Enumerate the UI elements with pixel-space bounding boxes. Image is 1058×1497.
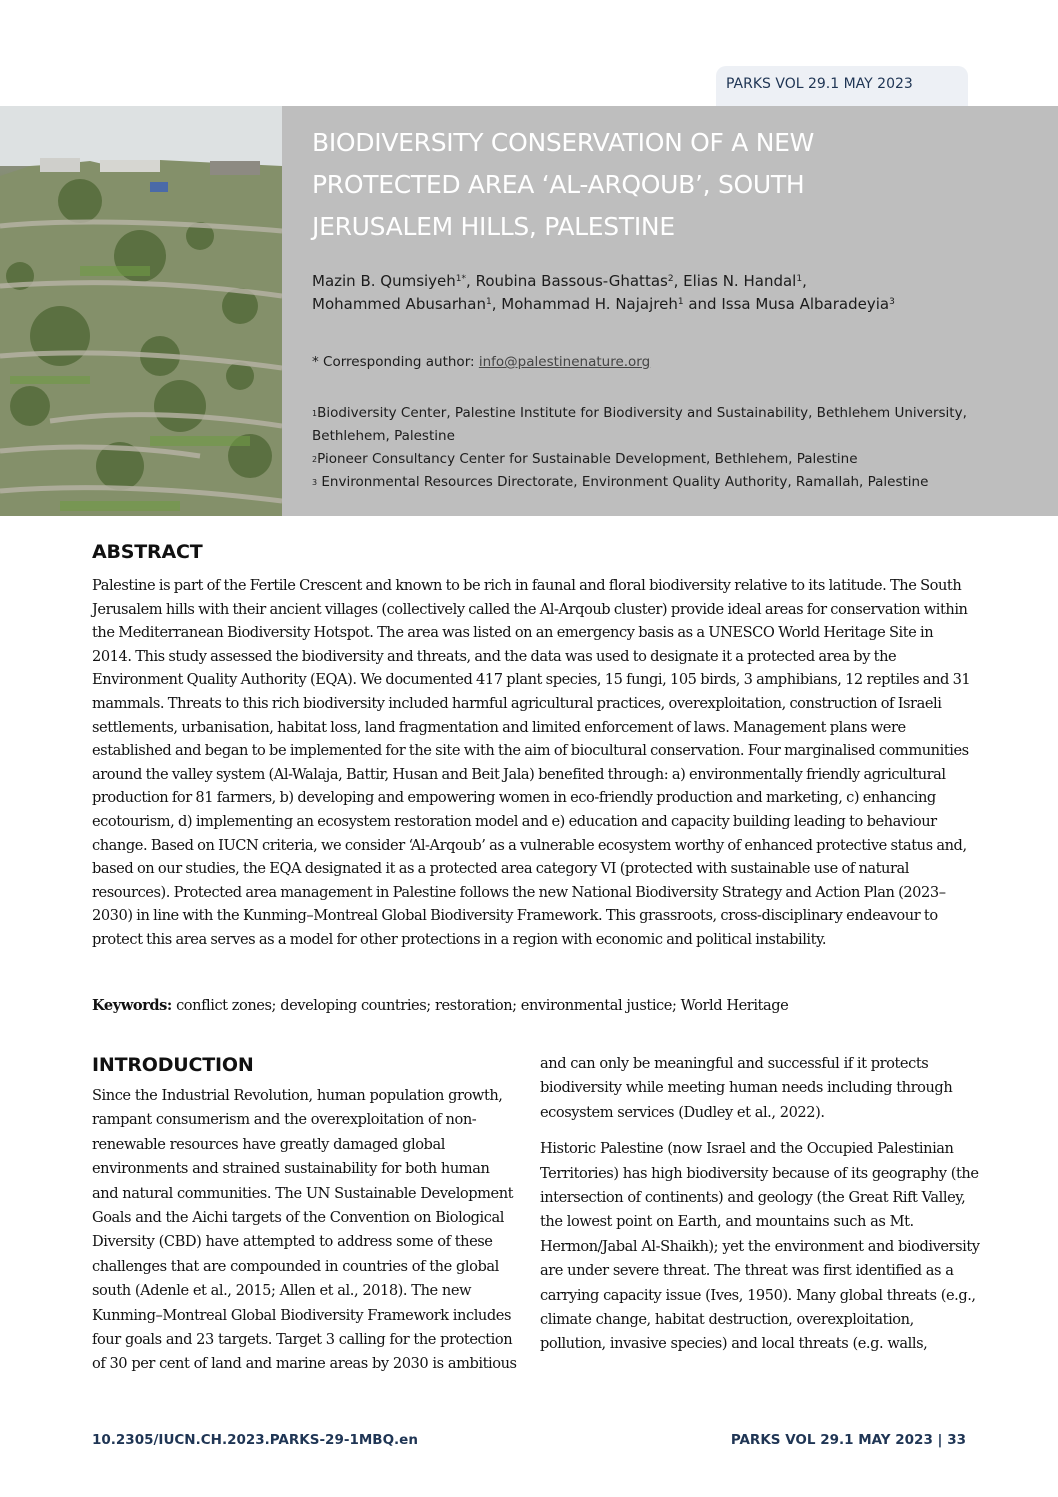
intro-column-left [92,1084,517,1389]
paragraph: Historic Palestine (now Israel and the Occupied Palestinian Territories) has high biodiversity because of its geography (the intersection of continents) and geology (the Great Rift Valley, the lowest point on Earth, and mountains such as Mt. Hermon/Jabal Al-Shaikh); yet the environment and biodiversity are under severe threat. The threat was first identified as a carrying capacity issue (Ives, 1950). Many global threats (e.g., climate change, habitat destruction, overexploitation, pollution, invasive species) and local threats (e.g. walls, [540,1140,980,1353]
author: Mohammad H. Najajreh$^1$ and [501,295,722,313]
doi-link[interactable]: 10.2305/IUCN.CH.2023.PARKS-29-1MBQ.en [92,1432,418,1448]
journal-issue-label: PARKS VOL 29.1 MAY 2023 [726,76,913,92]
affiliation-item: $^2$Pioneer Consultancy Center for Sustainable Development, Bethlehem, Palestine [312,451,858,467]
landscape-image [0,106,282,516]
article-title: BIODIVERSITY CONSERVATION OF A NEW PROTECTED AREA ‘AL-ARQOUB’, SOUTH JERUSALEM HILLS, PALESTINE [312,128,815,241]
journal-issue-tab [716,66,968,106]
page-footer [731,1432,966,1448]
corresponding-email-link[interactable]: info@palestinenature.org [478,354,651,370]
introduction-heading: INTRODUCTION [92,1054,254,1076]
footer-journal-issue: PARKS VOL 29.1 MAY 2023 [730,1432,933,1448]
abstract-body: Palestine is part of the Fertile Crescent and known to be rich in faunal and floral biodiversity relative to its latitude. The South Jerusalem hills with their ancient villages (collectively called the Al-Arqoub cluster) provide ideal areas for conservation within the Mediterranean Biodiversity Hotspot. The area was listed on an emergency basis as a UNESCO World Heritage Site in 2014. This study assessed the biodiversity and threats, and the data was used to designate it a protected area by the Environment Quality Authority (EQA). We documented 417 plant species, 15 fungi, 105 birds, 3 amphibians, 12 reptiles and 31 mammals. Threats to this rich biodiversity included harmful agricultural practices, overexploitation, construction of Israeli settlements, urbanisation, habitat loss, land fragmentation and limited enforcement of laws. Management plans were established and began to be implemented for the site with the aim of biocultural conservation. Four marginalised communities around the valley system (Al-Walaja, Battir, Husan and Beit Jala) benefited through: a) environmentally friendly agricultural production for 81 farmers, b) developing and empowering women in eco-friendly production and marketing, c) enhancing ecotourism, d) implementing an ecosystem restoration model and e) education and capacity building leading to behaviour change. Based on IUCN criteria, we consider ‘Al-Arqoub’ as a vulnerable ecosystem worthy of enhanced protective status and, based on our studies, the EQA designated it as a protected area category VI (protected with sustainable use of natural resources). Protected area management in Palestine follows the new National Biodiversity Strategy and Action Plan (2023–2030) in line with the Kunming–Montreal Global Biodiversity Framework. This grassroots, cross-disciplinary endeavour to protect this area serves as a model for other protections in a region with economic and political instability. [92,577,971,948]
keywords-label: Keywords: [92,997,172,1014]
corresponding-author [312,354,650,370]
corresponding-label: * Corresponding author: [312,354,479,370]
paragraph: and can only be meaningful and successful if it protects biodiversity while meeting human needs including through ecosystem services (Dudley et al., 2022). [540,1055,953,1121]
author: Roubina Bassous-Ghattas$^2$, [475,272,684,290]
abstract-heading: ABSTRACT [92,541,203,563]
keywords-list: conflict zones; developing countries; restoration; environmental justice; World Heritage [171,997,789,1014]
author: Elias N. Handal$^1$, [683,272,807,290]
page-number: 33 [947,1432,966,1448]
keywords [92,997,974,1014]
affiliations [312,402,992,494]
author: Issa Musa Albaradeyia$^3$ [721,295,895,313]
paragraph: Since the Industrial Revolution, human population growth, rampant consumerism and the overexploitation of non-renewable resources have greatly damaged global environments and strained sustainability for both human and natural communities. The UN Sustainable Development Goals and the Aichi targets of the Convention on Biological Diversity (CBD) have attempted to address some of these challenges that are compounded in countries of the global south (Adenle et al., 2015; Allen et al., 2018). The new Kunming–Montreal Global Biodiversity Framework includes four goals and 23 targets. Target 3 calling for the protection of 30 per cent of land and marine areas by 2030 is ambitious [92,1087,517,1373]
footer-separator: | [932,1432,948,1448]
affiliation-item: $^3$ Environmental Resources Directorate, Environment Quality Authority, Ramallah, Palestine [312,474,929,490]
author: Mazin B. Qumsiyeh$^{1*}$, [312,272,476,290]
affiliation-item: $^1$Biodiversity Center, Palestine Institute for Biodiversity and Sustainability, Bethlehem University, Bethlehem, Palestine [312,405,967,444]
author-list [312,270,952,316]
intro-column-right [540,1052,980,1369]
hero-photo [0,106,282,516]
author: Mohammed Abusarhan$^1$, [312,295,502,313]
